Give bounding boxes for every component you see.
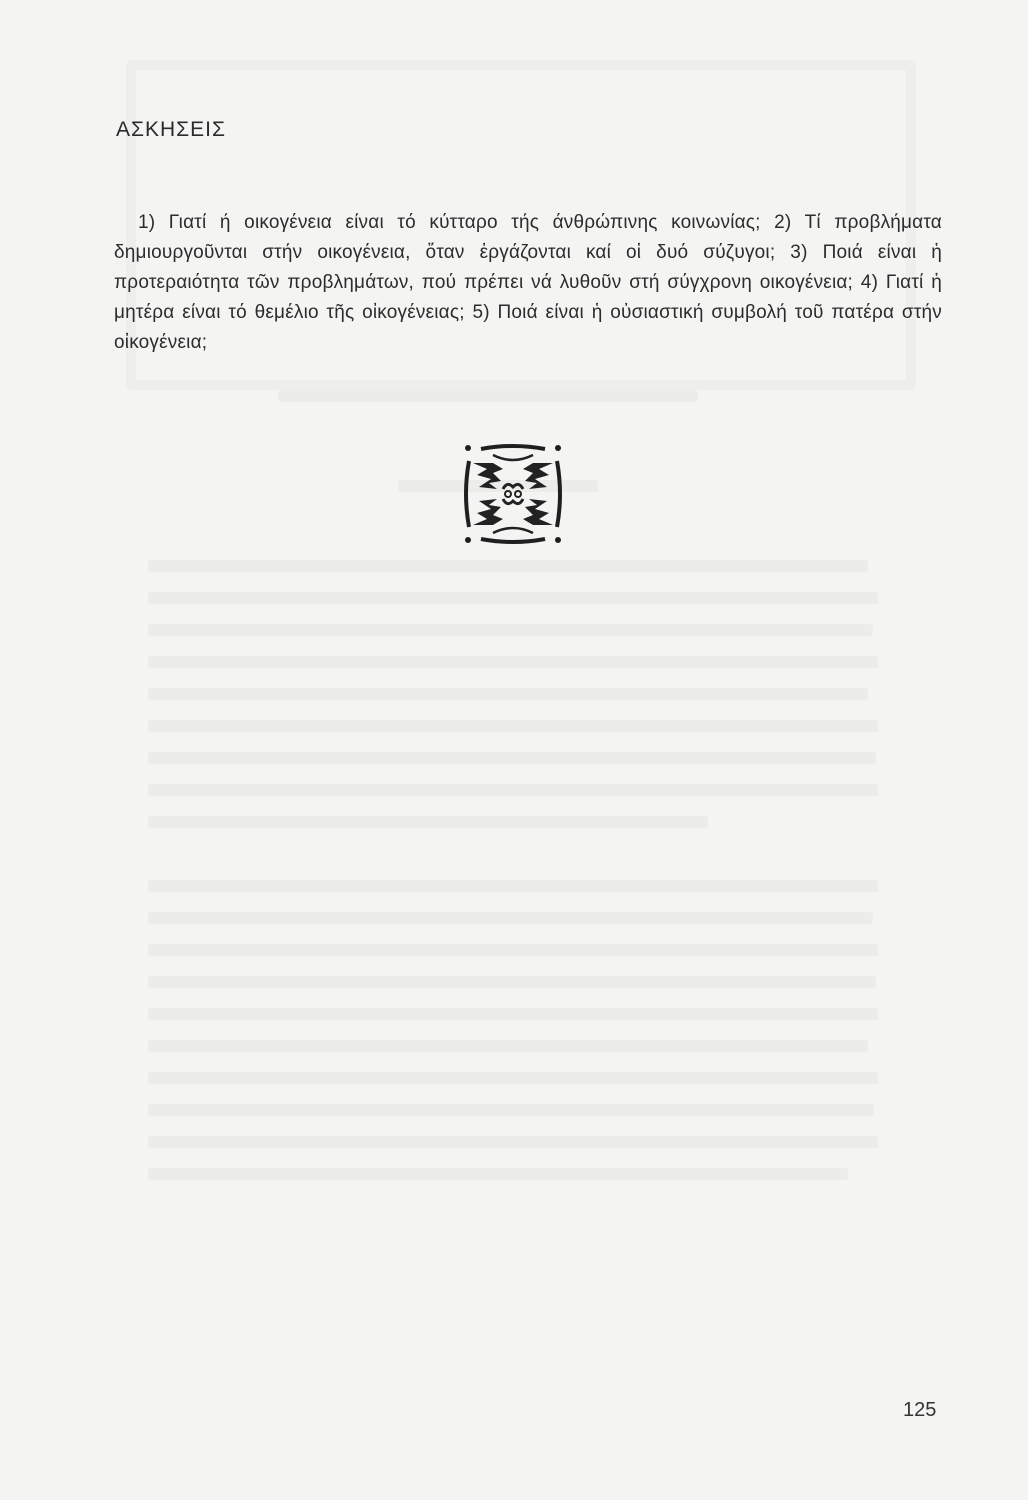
bleed-through-line [148, 1168, 848, 1180]
bleed-through-line [148, 1072, 878, 1084]
bleed-through-line [148, 624, 873, 636]
bleed-through-line [148, 816, 708, 828]
bleed-through-line [148, 944, 878, 956]
bleed-through-line [148, 592, 878, 604]
page-number: 125 [903, 1399, 937, 1421]
bleed-through-line [148, 784, 878, 796]
bleed-through-line [148, 976, 876, 988]
bleed-through-line [148, 1040, 868, 1052]
bleed-through-line [148, 688, 868, 700]
exercises-paragraph: 1) Γιατί ή οικογένεια είναι τό κύτταρο τής άνθρώπινης κοινωνίας; 2) Τί προβλήματα δημιουργοῦνται στήν οικογένεια, ὅταν ἐργάζονται καί οἱ δυό σύζυγοι; 3) Ποιά είναι ἡ προτεραιότητα τῶν προβλημάτων, πού πρέπει νά λυθοῦν στή σύγχρονη οικογένεια; 4) Γιατί ἡ μητέρα είναι τό θεμέλιο τῆς οἰκογένειας; 5) Ποιά είναι ἡ οὐσιαστική συμβολή τοῦ πατέρα στήν οἰκογένεια; [114, 212, 942, 353]
bleed-through-line [148, 752, 876, 764]
bleed-through-line [278, 390, 698, 402]
bleed-through-line [148, 1104, 874, 1116]
bleed-through-line [148, 912, 873, 924]
bleed-through-line [148, 880, 878, 892]
bleed-through-line [148, 720, 878, 732]
bleed-through-line [148, 1136, 878, 1148]
section-heading: ΑΣΚΗΣΕΙΣ [116, 118, 226, 141]
bleed-through-line [148, 1008, 878, 1020]
bleed-through-line [148, 656, 878, 668]
bleed-through-line [148, 560, 868, 572]
decorative-ornament-icon [463, 443, 563, 545]
